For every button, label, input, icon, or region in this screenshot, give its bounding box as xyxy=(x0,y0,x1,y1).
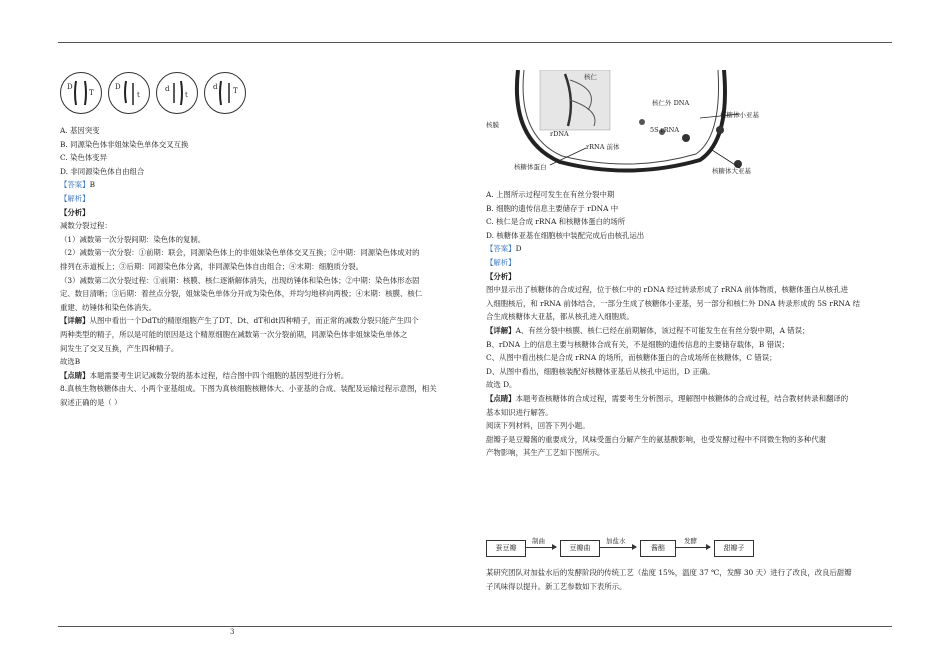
analysis-line: （2）减数第一次分裂：①前期：联会，同源染色体上的非姐妹染色单体交叉互换；②中期：同源染色体成对的 xyxy=(60,248,420,258)
right-tail xyxy=(486,566,894,593)
answer-tag: 【答案】 xyxy=(486,244,516,254)
extra-dna-label: 核仁外 DNA xyxy=(652,99,690,107)
analysis-line: 图中显示出了核糖体的合成过程，位于核仁中的 rDNA 经过转录形成了 rRNA 前体物质，核糖体蛋白从核孔进 xyxy=(486,285,848,295)
comment-line: 基本知识进行解答。 xyxy=(486,407,553,417)
cell-4 xyxy=(204,72,246,114)
gene-label: t xyxy=(185,91,188,99)
analysis-line: 定、数目清晰；③后期：着丝点分裂，姐妹染色单体分开成为染色体，并均匀地移向两极；④末期：核膜、核仁 xyxy=(60,289,423,299)
option-d: D. 核糖体亚基在细胞核中装配完成后由核孔运出 xyxy=(486,230,645,240)
gene-label: D xyxy=(115,83,121,91)
footer-rule xyxy=(58,626,892,627)
gene-label: T xyxy=(89,89,94,97)
flow-box: 豆瓣曲 xyxy=(560,540,600,557)
large-subunit-label: 核糖体大亚基 xyxy=(712,167,751,175)
detail-line: D、从图中看出，细胞核装配好核糖体亚基后从核孔中运出，D 正确。 xyxy=(486,366,715,376)
page-number: 3 xyxy=(230,628,235,636)
cell-diagrams xyxy=(58,72,248,120)
comment xyxy=(60,369,472,383)
analysis-line: （3）减数第二次分裂过程：①前期：核膜、核仁逐渐解体消失，出现纺锤体和染色体；②中期：染色体形态固 xyxy=(60,275,420,285)
comment-text: 本题考查核糖体的合成过程，需要考生分析图示，理解图中核糖体的合成过程，结合教材转录和翻译的 xyxy=(515,393,849,403)
answer-value: D xyxy=(515,244,522,254)
analysis-line: 合生成核糖体大亚基，都从核孔进入细胞质。 xyxy=(486,312,634,322)
flow-arrow-label: 制曲 xyxy=(532,537,545,545)
comment xyxy=(486,392,894,406)
option-a: A. 基因突变 xyxy=(60,126,100,135)
detail-line: C、从图中看出核仁是合成 rRNA 的场所，而核糖体蛋白的合成场所在核糖体，C 错误； xyxy=(486,353,777,363)
protein-label: 核糖体蛋白 xyxy=(514,163,547,171)
flow-box: 甜瓣子 xyxy=(714,540,754,557)
rdna-label: rDNA xyxy=(550,130,569,138)
s5-label: 5S rRNA xyxy=(650,126,680,134)
comment-text: 本题需要考生识记减数分裂的基本过程，结合图中四个细胞的基因型进行分析。 xyxy=(89,370,349,380)
left-column xyxy=(60,124,472,409)
after-line: 子风味得以提升。新工艺参数如下表所示。 xyxy=(486,581,627,591)
chromosome-icon xyxy=(157,73,197,113)
option-c: C. 染色体变异 xyxy=(60,153,108,163)
option-d: D. 非同源染色体自由组合 xyxy=(60,166,145,176)
process-flow xyxy=(486,536,786,560)
detail-text: 从图中看出一个DdTt的精原细胞产生了DT、Dt、dT和dt四种精子，而正常的减数分裂只能产生四个 xyxy=(89,316,419,326)
conclusion: 故选B xyxy=(60,357,81,367)
detail-line: 两种类型的精子，所以是可能的原因是这个精原细胞在减数第一次分裂前期，同源染色体非姐妹染色单体之 xyxy=(60,329,408,339)
gene-label: d xyxy=(165,85,170,93)
arrow-icon xyxy=(600,547,636,548)
detail-text: A、有丝分裂中核膜、核仁已经在前期解体，该过程不可能发生在有丝分裂中期，A 错误； xyxy=(515,325,810,335)
precursor-label: rRNA 前体 xyxy=(586,143,620,151)
option-a: A. 上图所示过程可发生在有丝分裂中期 xyxy=(486,190,615,199)
analysis-line: 重建、纺锤体和染色体消失。 xyxy=(60,302,157,312)
answer xyxy=(60,178,472,192)
answer-value: B xyxy=(89,180,96,190)
detail-line xyxy=(486,324,894,338)
para-line: 甜瓣子是豆瓣酱的重要成分，风味受蛋白分解产生的氨基酸影响，也受发酵过程中不同微生物的多种代谢 xyxy=(486,434,826,444)
flow-arrow-label: 加盐水 xyxy=(606,537,626,545)
gene-label: D xyxy=(67,83,73,91)
ribosome-figure xyxy=(486,70,770,180)
question-8-line: 8.真核生物核糖体由大、小两个亚基组成。下图为真核细胞核糖体大、小亚基的合成、装配及运输过程示意图，相关 xyxy=(60,384,437,394)
fenxi-tag: 【分析】 xyxy=(486,271,516,281)
cell-3 xyxy=(156,72,198,114)
chromosome-icon xyxy=(61,73,101,113)
option-b: B. 细胞的遗传信息主要储存于 rDNA 中 xyxy=(486,203,619,213)
chromosome-icon xyxy=(109,73,149,113)
flow-box: 酱醅 xyxy=(640,540,676,557)
analysis-line: 排列在赤道板上；③后期：同源染色体分离，非同源染色体自由组合；④末期：细胞质分裂。 xyxy=(60,261,364,271)
gene-label: t xyxy=(137,91,140,99)
small-subunit-label: 核糖体小亚基 xyxy=(720,111,759,119)
membrane-label: 核膜 xyxy=(486,121,499,129)
nucleolus-label: 核仁 xyxy=(584,73,597,81)
flow-arrow-label: 发酵 xyxy=(684,537,697,545)
analysis-line: 减数分裂过程： xyxy=(60,221,112,231)
arrow-icon xyxy=(526,547,556,548)
cell-2 xyxy=(108,72,150,114)
after-line: 某研究团队对加盐水后的发酵阶段的传统工艺（盐度 15%，温度 37 ℃，发酵 30 天）进行了改良，改良后甜瓣 xyxy=(486,568,852,577)
gene-label: T xyxy=(233,87,238,95)
cell-1 xyxy=(60,72,102,114)
para-line: 产物影响，其生产工艺如下图所示。 xyxy=(486,448,605,458)
fenxi-tag: 【分析】 xyxy=(60,207,90,217)
comment-tag: 【点睛】 xyxy=(60,370,90,380)
detail-tag: 【详解】 xyxy=(486,325,516,335)
answer xyxy=(486,242,894,256)
chromosome-icon xyxy=(205,73,245,113)
right-column xyxy=(486,188,894,460)
detail-line: 间发生了交叉互换，产生四种精子。 xyxy=(60,343,179,353)
option-c: C. 核仁是合成 rRNA 和核糖体蛋白的场所 xyxy=(486,217,626,227)
arrow-icon xyxy=(676,547,710,548)
jiexi-tag: 【解析】 xyxy=(60,193,90,203)
analysis-line: （1）减数第一次分裂间期：染色体的复制。 xyxy=(60,234,206,244)
reading-prompt: 阅读下列材料，回答下列小题。 xyxy=(486,421,590,431)
option-b: B. 同源染色体非姐妹染色单体交叉互换 xyxy=(60,139,189,149)
gene-label: d xyxy=(213,83,218,91)
detail-tag: 【详解】 xyxy=(60,316,90,326)
comment-tag: 【点睛】 xyxy=(486,393,516,403)
conclusion: 故选 D。 xyxy=(486,380,517,390)
question-8-line: 叙述正确的是（ ） xyxy=(60,397,122,407)
detail-line: B、rDNA 上的信息主要与核糖体合成有关，不是细胞的遗传信息的主要储存载体，B 错误； xyxy=(486,339,789,349)
header-rule xyxy=(58,42,892,43)
detail-line xyxy=(60,314,472,328)
jiexi-tag: 【解析】 xyxy=(486,257,516,267)
flow-box: 蚕豆瓣 xyxy=(486,540,526,557)
analysis-line: 入细胞核后，和 rRNA 前体结合，一部分生成了核糖体小亚基，另一部分和核仁外 DNA 转录形成的 5S rRNA 结 xyxy=(486,298,860,308)
answer-tag: 【答案】 xyxy=(60,180,90,190)
